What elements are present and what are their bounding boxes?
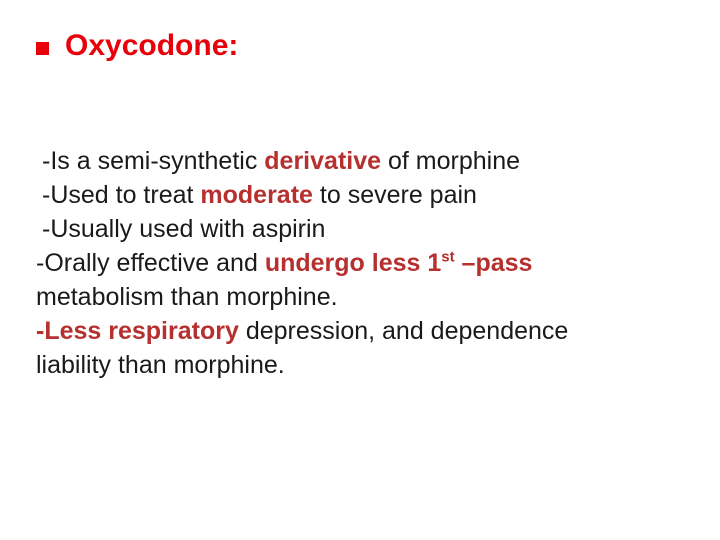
bullet-line-1: -Is a semi-synthetic derivative of morphine — [42, 147, 520, 175]
square-bullet-icon — [36, 42, 49, 55]
bullet-line-5: -Less respiratory depression, and dependence — [36, 317, 569, 345]
highlight-undergo-less: undergo less 1 — [264, 249, 442, 277]
highlight-pass: –pass — [454, 249, 533, 277]
bullet-line-5-continued: liability than morphine. — [36, 351, 285, 379]
bullet-line-3: -Usually used with aspirin — [42, 215, 326, 243]
superscript-st: st — [441, 248, 455, 266]
bullet-line-4-continued: metabolism than morphine. — [36, 283, 338, 311]
bullet-line-2: -Used to treat moderate to severe pain — [42, 181, 477, 209]
slide-title: Oxycodone: — [65, 29, 239, 62]
highlight-moderate: moderate — [200, 181, 313, 209]
slide-title-row — [36, 22, 238, 70]
highlight-derivative: derivative — [264, 147, 382, 175]
highlight-less-respiratory: -Less respiratory — [36, 317, 239, 345]
bullet-line-4: -Orally effective and undergo less 1st –pass — [36, 248, 533, 277]
slide-body — [36, 144, 676, 382]
